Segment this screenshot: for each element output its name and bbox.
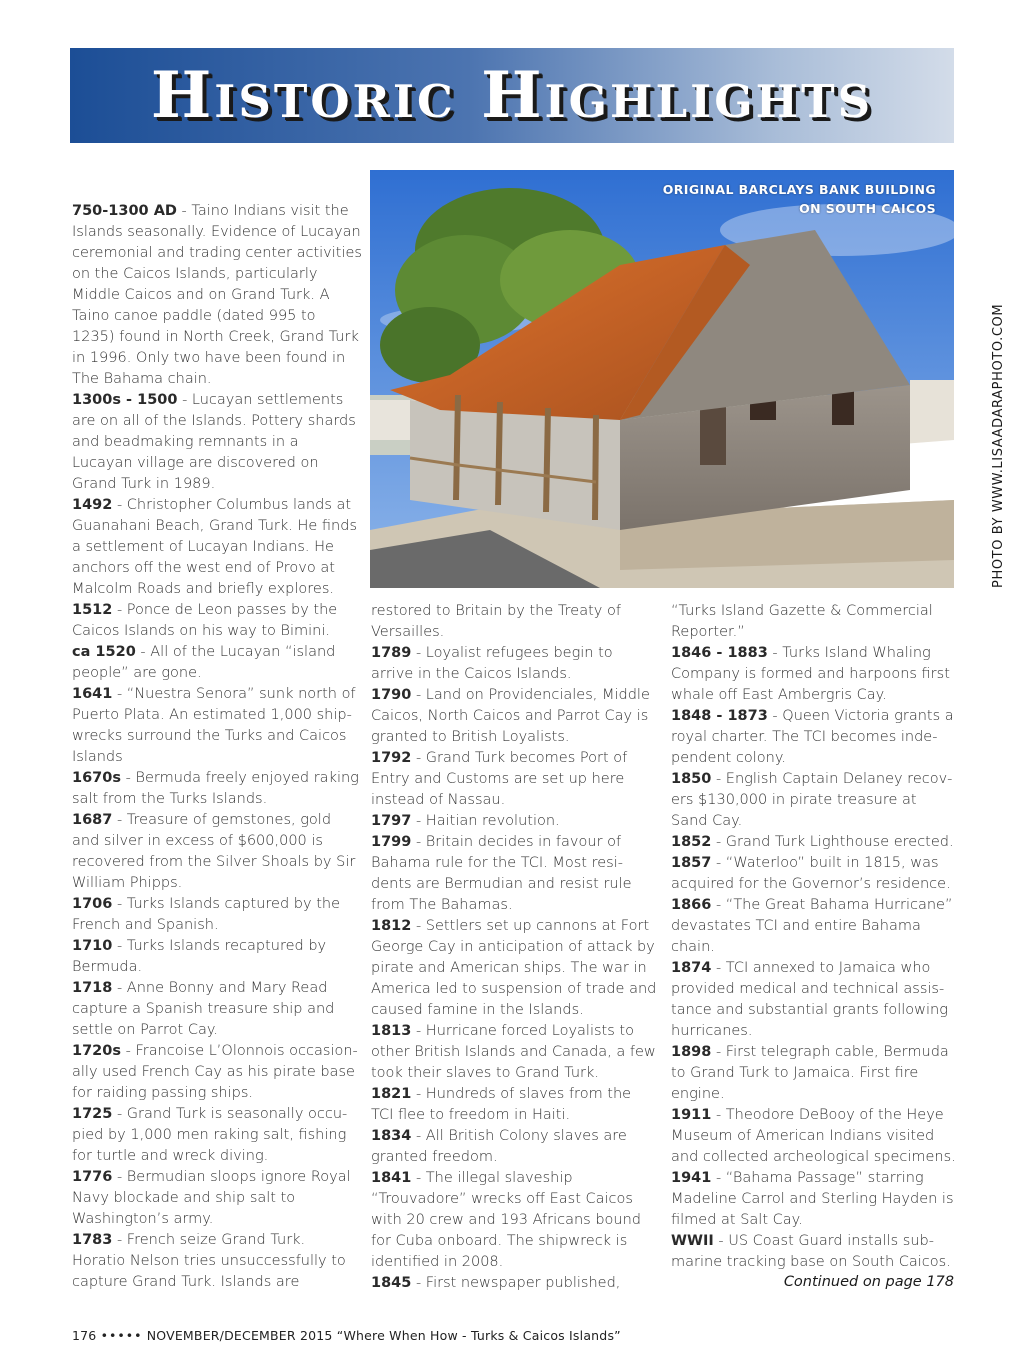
entry-text: - First newspaper published, bbox=[411, 1275, 621, 1291]
entry-date: 1812 bbox=[371, 918, 412, 934]
entry-date: 1797 bbox=[371, 813, 412, 829]
timeline-entry bbox=[371, 643, 657, 685]
entry-text: - Lucayan settlements are on all of the Islands. Pottery shards and beadmaking remnants in a Lucayan village are discovered on Grand Turk in 1989. bbox=[72, 392, 356, 492]
timeline-entry bbox=[371, 1084, 657, 1126]
entry-date: 1813 bbox=[371, 1023, 412, 1039]
timeline-entry bbox=[671, 853, 957, 895]
timeline-entry bbox=[671, 958, 957, 1042]
entry-date: 1941 bbox=[671, 1170, 712, 1186]
entry-text: - Grand Turk is seasonally occu-pied by 1,000 men raking salt, fishing for turtle and wreck diving. bbox=[72, 1106, 348, 1164]
entry-text: - “Waterloo” built in 1815, was acquired for the Governor’s residence. bbox=[671, 855, 951, 892]
timeline-entry bbox=[72, 768, 362, 810]
timeline-entry bbox=[72, 1041, 362, 1104]
entry-text: restored to Britain by the Treaty of Versailles. bbox=[371, 603, 621, 640]
timeline-entry bbox=[371, 685, 657, 748]
timeline-entry bbox=[72, 1230, 362, 1293]
timeline-entry bbox=[72, 642, 362, 684]
timeline-entry bbox=[72, 810, 362, 894]
entry-text: - Grand Turk becomes Port of Entry and Customs are set up here instead of Nassau. bbox=[371, 750, 628, 808]
timeline-entry bbox=[371, 1273, 657, 1294]
entry-text: - Hurricane forced Loyalists to other British Islands and Canada, a few took their slaves to Grand Turk. bbox=[371, 1023, 656, 1081]
timeline-entry bbox=[72, 978, 362, 1041]
entry-text: “Turks Island Gazette & Commercial Reporter.” bbox=[671, 603, 933, 640]
entry-text: - Turks Islands recaptured by Bermuda. bbox=[72, 938, 327, 975]
page-number: 176 bbox=[72, 1328, 97, 1343]
entry-date: 1687 bbox=[72, 812, 113, 828]
entry-date: 1776 bbox=[72, 1169, 113, 1185]
entry-date: 1848 - 1873 bbox=[671, 708, 768, 724]
timeline-entry bbox=[671, 769, 957, 832]
entry-date: 1718 bbox=[72, 980, 113, 996]
timeline-entry bbox=[72, 1104, 362, 1167]
timeline-entry bbox=[671, 1231, 957, 1273]
entry-date: 1911 bbox=[671, 1107, 712, 1123]
timeline-entry bbox=[371, 1168, 657, 1273]
entry-date: 1512 bbox=[72, 602, 113, 618]
issue-date: NOVEMBER/DECEMBER 2015 bbox=[146, 1328, 333, 1343]
timeline-entry bbox=[671, 601, 957, 643]
timeline-entry bbox=[371, 1126, 657, 1168]
timeline-entry bbox=[671, 1105, 957, 1168]
entry-text: - “The Great Bahama Hurricane” devastates TCI and entire Bahama chain. bbox=[671, 897, 953, 955]
entry-text: - Loyalist refugees begin to arrive in the Caicos Islands. bbox=[371, 645, 613, 682]
entry-text: - “Bahama Passage” starring Madeline Carrol and Sterling Hayden is filmed at Salt Cay. bbox=[671, 1170, 954, 1228]
entry-date: 1720s bbox=[72, 1043, 121, 1059]
timeline-entry bbox=[371, 832, 657, 916]
timeline-entry bbox=[72, 495, 362, 600]
entry-date: 1706 bbox=[72, 896, 113, 912]
entry-text: - English Captain Delaney recov-ers $130,000 in pirate treasure at Sand Cay. bbox=[671, 771, 953, 829]
entry-text: - Christopher Columbus lands at Guanahani Beach, Grand Turk. He finds a settlement of Lucayan Indians. He anchors off the west end of Provo at Malcolm Roads and briefly explores. bbox=[72, 497, 357, 597]
timeline-entry bbox=[72, 390, 362, 495]
timeline-column-2 bbox=[371, 601, 657, 1294]
timeline-entry bbox=[371, 748, 657, 811]
entry-date: 1898 bbox=[671, 1044, 712, 1060]
photo-caption bbox=[663, 180, 936, 218]
entry-date: 1821 bbox=[371, 1086, 412, 1102]
timeline-entry bbox=[671, 1042, 957, 1105]
timeline-entry bbox=[671, 706, 957, 769]
entry-date: 1845 bbox=[371, 1275, 412, 1291]
entry-date: 1492 bbox=[72, 497, 113, 513]
timeline-entry bbox=[671, 643, 957, 706]
entry-text: - Bermudian sloops ignore Royal Navy blockade and ship salt to Washington’s army. bbox=[72, 1169, 351, 1227]
entry-text: - US Coast Guard installs sub-marine tracking base on South Caicos. bbox=[671, 1233, 951, 1270]
entry-date: 1789 bbox=[371, 645, 412, 661]
timeline-entry bbox=[371, 1021, 657, 1084]
entry-text: - Anne Bonny and Mary Read capture a Spanish treasure ship and settle on Parrot Cay. bbox=[72, 980, 335, 1038]
entry-date: 1852 bbox=[671, 834, 712, 850]
entry-text: - Queen Victoria grants a royal charter. The TCI becomes inde-pendent colony. bbox=[671, 708, 954, 766]
entry-text: - Treasure of gemstones, gold and silver in excess of $600,000 is recovered from the Silver Shoals by Sir William Phipps. bbox=[72, 812, 356, 891]
timeline-entry bbox=[671, 1168, 957, 1231]
entry-date: 1841 bbox=[371, 1170, 412, 1186]
barclays-building-illustration bbox=[370, 170, 954, 588]
entry-text: - Land on Providenciales, Middle Caicos, North Caicos and Parrot Cay is granted to British Loyalists. bbox=[371, 687, 650, 745]
page-footer bbox=[72, 1328, 621, 1343]
entry-text: - Theodore DeBooy of the Heye Museum of American Indians visited and collected archeological specimens. bbox=[671, 1107, 956, 1165]
timeline-entry bbox=[671, 895, 957, 958]
entry-text: - Settlers set up cannons at Fort George Cay in anticipation of attack by pirate and American ships. The war in America led to suspension of trade and caused famine in the Islands. bbox=[371, 918, 657, 1018]
timeline-entry bbox=[371, 601, 657, 643]
entry-text: - Francoise L’Olonnois occasion-ally used French Cay as his pirate base for raiding passing ships. bbox=[72, 1043, 358, 1101]
timeline-entry bbox=[72, 684, 362, 768]
timeline-entry bbox=[371, 811, 657, 832]
timeline-entry bbox=[72, 600, 362, 642]
entry-text: - Grand Turk Lighthouse erected. bbox=[711, 834, 954, 850]
entry-text: - All British Colony slaves are granted freedom. bbox=[371, 1128, 627, 1165]
entry-date: 1866 bbox=[671, 897, 712, 913]
entry-text: - Turks Islands captured by the French and Spanish. bbox=[72, 896, 340, 933]
entry-date: 1857 bbox=[671, 855, 712, 871]
entry-text: - “Nuestra Senora” sunk north of Puerto Plata. An estimated 1,000 ship-wrecks surround the Turks and Caicos Islands bbox=[72, 686, 356, 765]
entry-text: - Taino Indians visit the Islands seasonally. Evidence of Lucayan ceremonial and trading center activities on the Caicos Islands, particularly Middle Caicos and on Grand Turk. A Taino canoe paddle (dated 995 to 1235) found in North Creek, Grand Turk in 1996. Only two have been found in The Bahama chain. bbox=[72, 203, 362, 387]
timeline-entry bbox=[671, 832, 957, 853]
entry-date: 1783 bbox=[72, 1232, 113, 1248]
timeline-entry bbox=[371, 916, 657, 1021]
entry-date: 1670s bbox=[72, 770, 121, 786]
timeline-entry bbox=[72, 894, 362, 936]
timeline-entry bbox=[72, 936, 362, 978]
entry-date: 1725 bbox=[72, 1106, 113, 1122]
entry-date: 1799 bbox=[371, 834, 412, 850]
entry-text: - Bermuda freely enjoyed raking salt from the Turks Islands. bbox=[72, 770, 359, 807]
continued-note: Continued on page 178 bbox=[783, 1274, 954, 1290]
photo-credit: PHOTO BY WWW.LISAADARAPHOTO.COM bbox=[991, 303, 1006, 588]
page-title: Historic Highlights bbox=[150, 58, 874, 133]
magazine-title: “Where When How - Turks & Caicos Islands” bbox=[336, 1328, 621, 1343]
entry-date: 1834 bbox=[371, 1128, 412, 1144]
entry-text: - All of the Lucayan “island people” are gone. bbox=[72, 644, 336, 681]
entry-date: 1300s - 1500 bbox=[72, 392, 178, 408]
entry-text: - Ponce de Leon passes by the Caicos Islands on his way to Bimini. bbox=[72, 602, 338, 639]
entry-text: - Haitian revolution. bbox=[411, 813, 560, 829]
entry-date: 1874 bbox=[671, 960, 712, 976]
entry-date: WWII bbox=[671, 1233, 714, 1249]
entry-date: 750-1300 AD bbox=[72, 203, 177, 219]
timeline-column-1 bbox=[72, 201, 362, 1293]
entry-date: 1710 bbox=[72, 938, 113, 954]
title-banner bbox=[70, 48, 954, 143]
entry-date: 1790 bbox=[371, 687, 412, 703]
caption-line-1: ORIGINAL BARCLAYS BANK BUILDING bbox=[662, 182, 936, 197]
building-photo bbox=[370, 170, 954, 588]
entry-text: - The illegal slaveship “Trouvadore” wrecks off East Caicos with 20 crew and 193 Africans bound for Cuba onboard. The shipwreck is identified in 2008. bbox=[371, 1170, 641, 1270]
entry-text: - Britain decides in favour of Bahama rule for the TCI. Most resi-dents are Bermudian and resist rule from The Bahamas. bbox=[371, 834, 632, 913]
entry-text: - TCI annexed to Jamaica who provided medical and technical assis-tance and substantial grants following hurricanes. bbox=[671, 960, 948, 1039]
entry-text: - First telegraph cable, Bermuda to Grand Turk to Jamaica. First fire engine. bbox=[671, 1044, 949, 1102]
entry-text: - Turks Island Whaling Company is formed and harpoons first whale off East Ambergris Cay. bbox=[671, 645, 950, 703]
entry-text: - French seize Grand Turk. Horatio Nelson tries unsuccessfully to capture Grand Turk. Islands are bbox=[72, 1232, 346, 1290]
entry-text: - Hundreds of slaves from the TCI flee to freedom in Haiti. bbox=[371, 1086, 632, 1123]
entry-date: 1850 bbox=[671, 771, 712, 787]
entry-date: 1846 - 1883 bbox=[671, 645, 768, 661]
footer-dots: ••••• bbox=[100, 1328, 143, 1343]
entry-date: 1641 bbox=[72, 686, 113, 702]
entry-date: 1792 bbox=[371, 750, 412, 766]
timeline-column-3 bbox=[671, 601, 957, 1273]
timeline-entry bbox=[72, 1167, 362, 1230]
caption-line-2: ON SOUTH CAICOS bbox=[799, 201, 936, 216]
entry-date: ca 1520 bbox=[72, 644, 136, 660]
timeline-entry bbox=[72, 201, 362, 390]
